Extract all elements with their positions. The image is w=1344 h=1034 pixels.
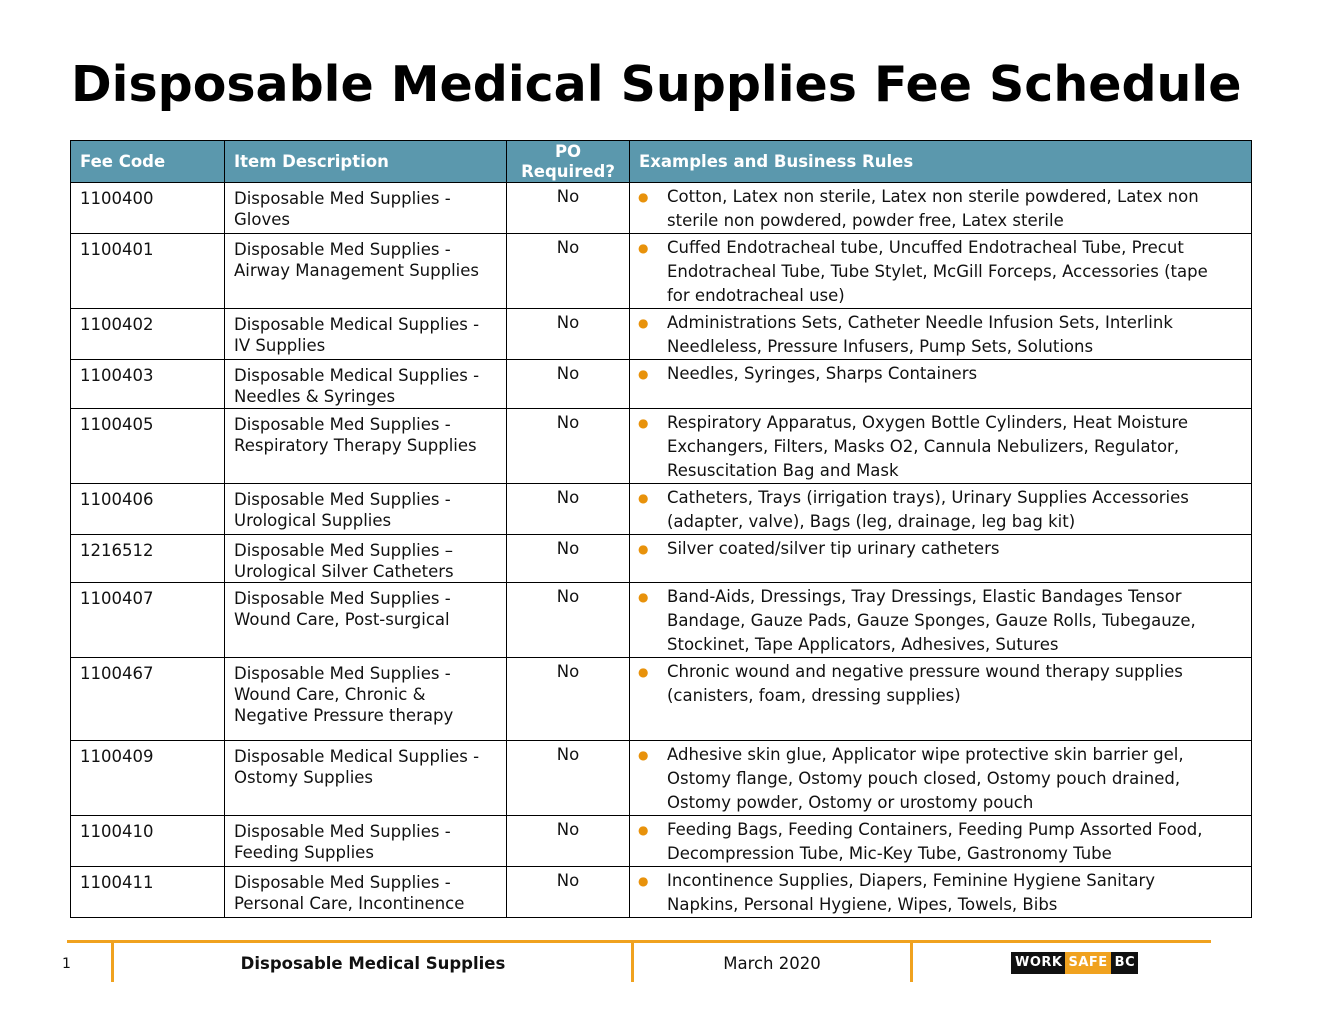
logo-work-text: WORK xyxy=(1011,952,1065,974)
table-row xyxy=(71,816,1252,867)
footer-separator xyxy=(111,942,114,982)
bullet-dot-icon: ● xyxy=(638,316,649,330)
logo-safe-text: SAFE xyxy=(1065,952,1110,974)
page-title: Disposable Medical Supplies Fee Schedule xyxy=(71,56,1242,113)
po-required-cell: No xyxy=(507,484,630,535)
worksafebc-logo xyxy=(1011,952,1138,974)
table-body xyxy=(71,183,1252,918)
bullet-dot-icon: ● xyxy=(638,665,649,679)
item-description-line: Disposable Med Supplies - xyxy=(234,415,451,434)
examples-text: Napkins, Personal Hygiene, Wipes, Towels, Bibs xyxy=(667,895,1058,914)
item-description-line: Airway Management Supplies xyxy=(234,261,480,280)
examples-cell xyxy=(630,741,1252,816)
footer-document-name: Disposable Medical Supplies xyxy=(240,954,506,973)
examples-line xyxy=(638,818,1243,842)
table-row xyxy=(71,409,1252,484)
item-description-cell xyxy=(225,658,507,741)
bullet-dot-icon: ● xyxy=(638,491,649,505)
examples-cell xyxy=(630,183,1252,234)
examples-line xyxy=(638,486,1243,510)
item-description-line: Respiratory Therapy Supplies xyxy=(234,436,477,455)
table-row xyxy=(71,183,1252,234)
footer-date: March 2020 xyxy=(723,954,821,973)
item-description-line: Personal Care, Incontinence xyxy=(234,894,465,913)
po-required-cell: No xyxy=(507,409,630,484)
item-description-line: Disposable Med Supplies - xyxy=(234,664,451,683)
examples-text: Ostomy powder, Ostomy or urostomy pouch xyxy=(667,793,1034,812)
examples-line xyxy=(638,684,1243,708)
examples-text: Needleless, Pressure Infusers, Pump Sets, Solutions xyxy=(667,337,1094,356)
item-description-line: Disposable Medical Supplies - xyxy=(234,747,480,766)
fee-code-cell: 1100409 xyxy=(71,741,225,816)
examples-line xyxy=(638,411,1243,435)
item-description-line: Wound Care, Post-surgical xyxy=(234,610,450,629)
item-description-line: Urological Supplies xyxy=(234,511,392,530)
po-required-cell: No xyxy=(507,741,630,816)
item-description-cell xyxy=(225,309,507,360)
po-required-cell: No xyxy=(507,183,630,234)
examples-line xyxy=(638,767,1243,791)
header-fee-code: Fee Code xyxy=(71,141,225,183)
logo-bc-text: BC xyxy=(1111,952,1138,974)
table-row xyxy=(71,583,1252,658)
fee-code-cell: 1100400 xyxy=(71,183,225,234)
bullet-dot-icon: ● xyxy=(638,542,649,556)
bullet-dot-icon: ● xyxy=(638,748,649,762)
examples-cell xyxy=(630,867,1252,918)
examples-text: sterile non powdered, powder free, Latex sterile xyxy=(667,211,1064,230)
table-row xyxy=(71,484,1252,535)
bullet-dot-icon: ● xyxy=(638,590,649,604)
item-description-line: Negative Pressure therapy xyxy=(234,706,454,725)
examples-cell xyxy=(630,583,1252,658)
examples-cell xyxy=(630,409,1252,484)
examples-text: Cotton, Latex non sterile, Latex non sterile powdered, Latex non xyxy=(667,187,1199,206)
item-description-line: Disposable Medical Supplies - xyxy=(234,366,480,385)
item-description-cell xyxy=(225,360,507,409)
item-description-cell xyxy=(225,183,507,234)
examples-line xyxy=(638,311,1243,335)
examples-text: (canisters, foam, dressing supplies) xyxy=(667,686,961,705)
item-description-line: Ostomy Supplies xyxy=(234,768,374,787)
item-description-cell xyxy=(225,409,507,484)
examples-text: Stockinet, Tape Applicators, Adhesives, Sutures xyxy=(667,635,1059,654)
examples-line xyxy=(638,893,1243,917)
examples-line xyxy=(638,537,1243,561)
item-description-line: Disposable Med Supplies – xyxy=(234,541,454,560)
item-description-line: Disposable Med Supplies - xyxy=(234,240,451,259)
examples-line xyxy=(638,633,1243,657)
item-description-line: Disposable Med Supplies - xyxy=(234,589,451,608)
item-description-cell xyxy=(225,234,507,309)
item-description-line: Gloves xyxy=(234,210,290,229)
item-description-line: Needles & Syringes xyxy=(234,387,396,406)
fee-schedule-table xyxy=(70,140,1252,918)
fee-code-cell: 1216512 xyxy=(71,535,225,583)
po-required-cell: No xyxy=(507,360,630,409)
examples-text: Endotracheal Tube, Tube Stylet, McGill Forceps, Accessories (tape xyxy=(667,262,1208,281)
examples-line xyxy=(638,435,1243,459)
examples-line xyxy=(638,791,1243,815)
examples-text: (adapter, valve), Bags (leg, drainage, leg bag kit) xyxy=(667,512,1076,531)
table-row xyxy=(71,658,1252,741)
examples-line xyxy=(638,260,1243,284)
examples-line xyxy=(638,842,1243,866)
examples-text: Decompression Tube, Mic-Key Tube, Gastronomy Tube xyxy=(667,844,1112,863)
examples-text: Exchangers, Filters, Masks O2, Cannula Nebulizers, Regulator, xyxy=(667,437,1180,456)
bullet-dot-icon: ● xyxy=(638,190,649,204)
examples-cell xyxy=(630,816,1252,867)
footer-rule xyxy=(67,940,1211,943)
table-row xyxy=(71,360,1252,409)
examples-cell xyxy=(630,535,1252,583)
fee-code-cell: 1100406 xyxy=(71,484,225,535)
examples-text: Administrations Sets, Catheter Needle Infusion Sets, Interlink xyxy=(667,313,1173,332)
fee-code-cell: 1100467 xyxy=(71,658,225,741)
examples-text: Cuffed Endotracheal tube, Uncuffed Endotracheal Tube, Precut xyxy=(667,238,1184,257)
item-description-cell xyxy=(225,535,507,583)
item-description-cell xyxy=(225,741,507,816)
examples-cell xyxy=(630,309,1252,360)
fee-code-cell: 1100407 xyxy=(71,583,225,658)
examples-line xyxy=(638,236,1243,260)
bullet-dot-icon: ● xyxy=(638,416,649,430)
fee-code-cell: 1100402 xyxy=(71,309,225,360)
examples-line xyxy=(638,362,1243,386)
examples-line xyxy=(638,660,1243,684)
item-description-line: IV Supplies xyxy=(234,336,326,355)
po-required-cell: No xyxy=(507,309,630,360)
examples-cell xyxy=(630,658,1252,741)
examples-text: Incontinence Supplies, Diapers, Feminine Hygiene Sanitary xyxy=(667,871,1155,890)
item-description-line: Feeding Supplies xyxy=(234,843,374,862)
item-description-line: Wound Care, Chronic & xyxy=(234,685,426,704)
examples-line xyxy=(638,510,1243,534)
examples-line xyxy=(638,609,1243,633)
examples-text: Silver coated/silver tip urinary catheters xyxy=(667,539,1000,558)
examples-cell xyxy=(630,484,1252,535)
po-required-cell: No xyxy=(507,583,630,658)
header-po-required: PO Required? xyxy=(507,141,630,183)
header-examples: Examples and Business Rules xyxy=(630,141,1252,183)
fee-code-cell: 1100403 xyxy=(71,360,225,409)
po-required-cell: No xyxy=(507,658,630,741)
examples-line xyxy=(638,459,1243,483)
examples-line xyxy=(638,869,1243,893)
examples-line xyxy=(638,209,1243,233)
examples-line xyxy=(638,585,1243,609)
examples-text: for endotracheal use) xyxy=(667,286,845,305)
bullet-dot-icon: ● xyxy=(638,367,649,381)
examples-text: Needles, Syringes, Sharps Containers xyxy=(667,364,978,383)
examples-cell xyxy=(630,360,1252,409)
examples-text: Band-Aids, Dressings, Tray Dressings, Elastic Bandages Tensor xyxy=(667,587,1182,606)
table-row xyxy=(71,867,1252,918)
examples-line xyxy=(638,743,1243,767)
item-description-line: Disposable Medical Supplies - xyxy=(234,315,480,334)
table-header-row xyxy=(71,141,1252,183)
examples-line xyxy=(638,335,1243,359)
examples-text: Respiratory Apparatus, Oxygen Bottle Cylinders, Heat Moisture xyxy=(667,413,1189,432)
po-required-cell: No xyxy=(507,535,630,583)
po-required-cell: No xyxy=(507,234,630,309)
table-row xyxy=(71,741,1252,816)
fee-code-cell: 1100410 xyxy=(71,816,225,867)
examples-line xyxy=(638,185,1243,209)
examples-cell xyxy=(630,234,1252,309)
examples-text: Resuscitation Bag and Mask xyxy=(667,461,899,480)
item-description-cell xyxy=(225,484,507,535)
item-description-line: Disposable Med Supplies - xyxy=(234,873,451,892)
examples-text: Chronic wound and negative pressure wound therapy supplies xyxy=(667,662,1183,681)
fee-code-cell: 1100411 xyxy=(71,867,225,918)
examples-text: Catheters, Trays (irrigation trays), Urinary Supplies Accessories xyxy=(667,488,1189,507)
bullet-dot-icon: ● xyxy=(638,823,649,837)
item-description-line: Disposable Med Supplies - xyxy=(234,189,451,208)
item-description-line: Disposable Med Supplies - xyxy=(234,490,451,509)
po-required-cell: No xyxy=(507,816,630,867)
table-row xyxy=(71,535,1252,583)
item-description-line: Disposable Med Supplies - xyxy=(234,822,451,841)
fee-code-cell: 1100405 xyxy=(71,409,225,484)
fee-code-cell: 1100401 xyxy=(71,234,225,309)
table-row xyxy=(71,234,1252,309)
examples-text: Adhesive skin glue, Applicator wipe protective skin barrier gel, xyxy=(667,745,1184,764)
examples-text: Feeding Bags, Feeding Containers, Feeding Pump Assorted Food, xyxy=(667,820,1203,839)
bullet-dot-icon: ● xyxy=(638,241,649,255)
footer-separator xyxy=(910,942,913,982)
item-description-line: Urological Silver Catheters xyxy=(234,562,454,581)
item-description-cell xyxy=(225,816,507,867)
bullet-dot-icon: ● xyxy=(638,874,649,888)
footer-page-number: 1 xyxy=(62,956,71,972)
examples-text: Ostomy flange, Ostomy pouch closed, Ostomy pouch drained, xyxy=(667,769,1181,788)
examples-text: Bandage, Gauze Pads, Gauze Sponges, Gauze Rolls, Tubegauze, xyxy=(667,611,1196,630)
item-description-cell xyxy=(225,583,507,658)
examples-line xyxy=(638,284,1243,308)
table-row xyxy=(71,309,1252,360)
po-required-cell: No xyxy=(507,867,630,918)
header-item-description: Item Description xyxy=(225,141,507,183)
item-description-cell xyxy=(225,867,507,918)
